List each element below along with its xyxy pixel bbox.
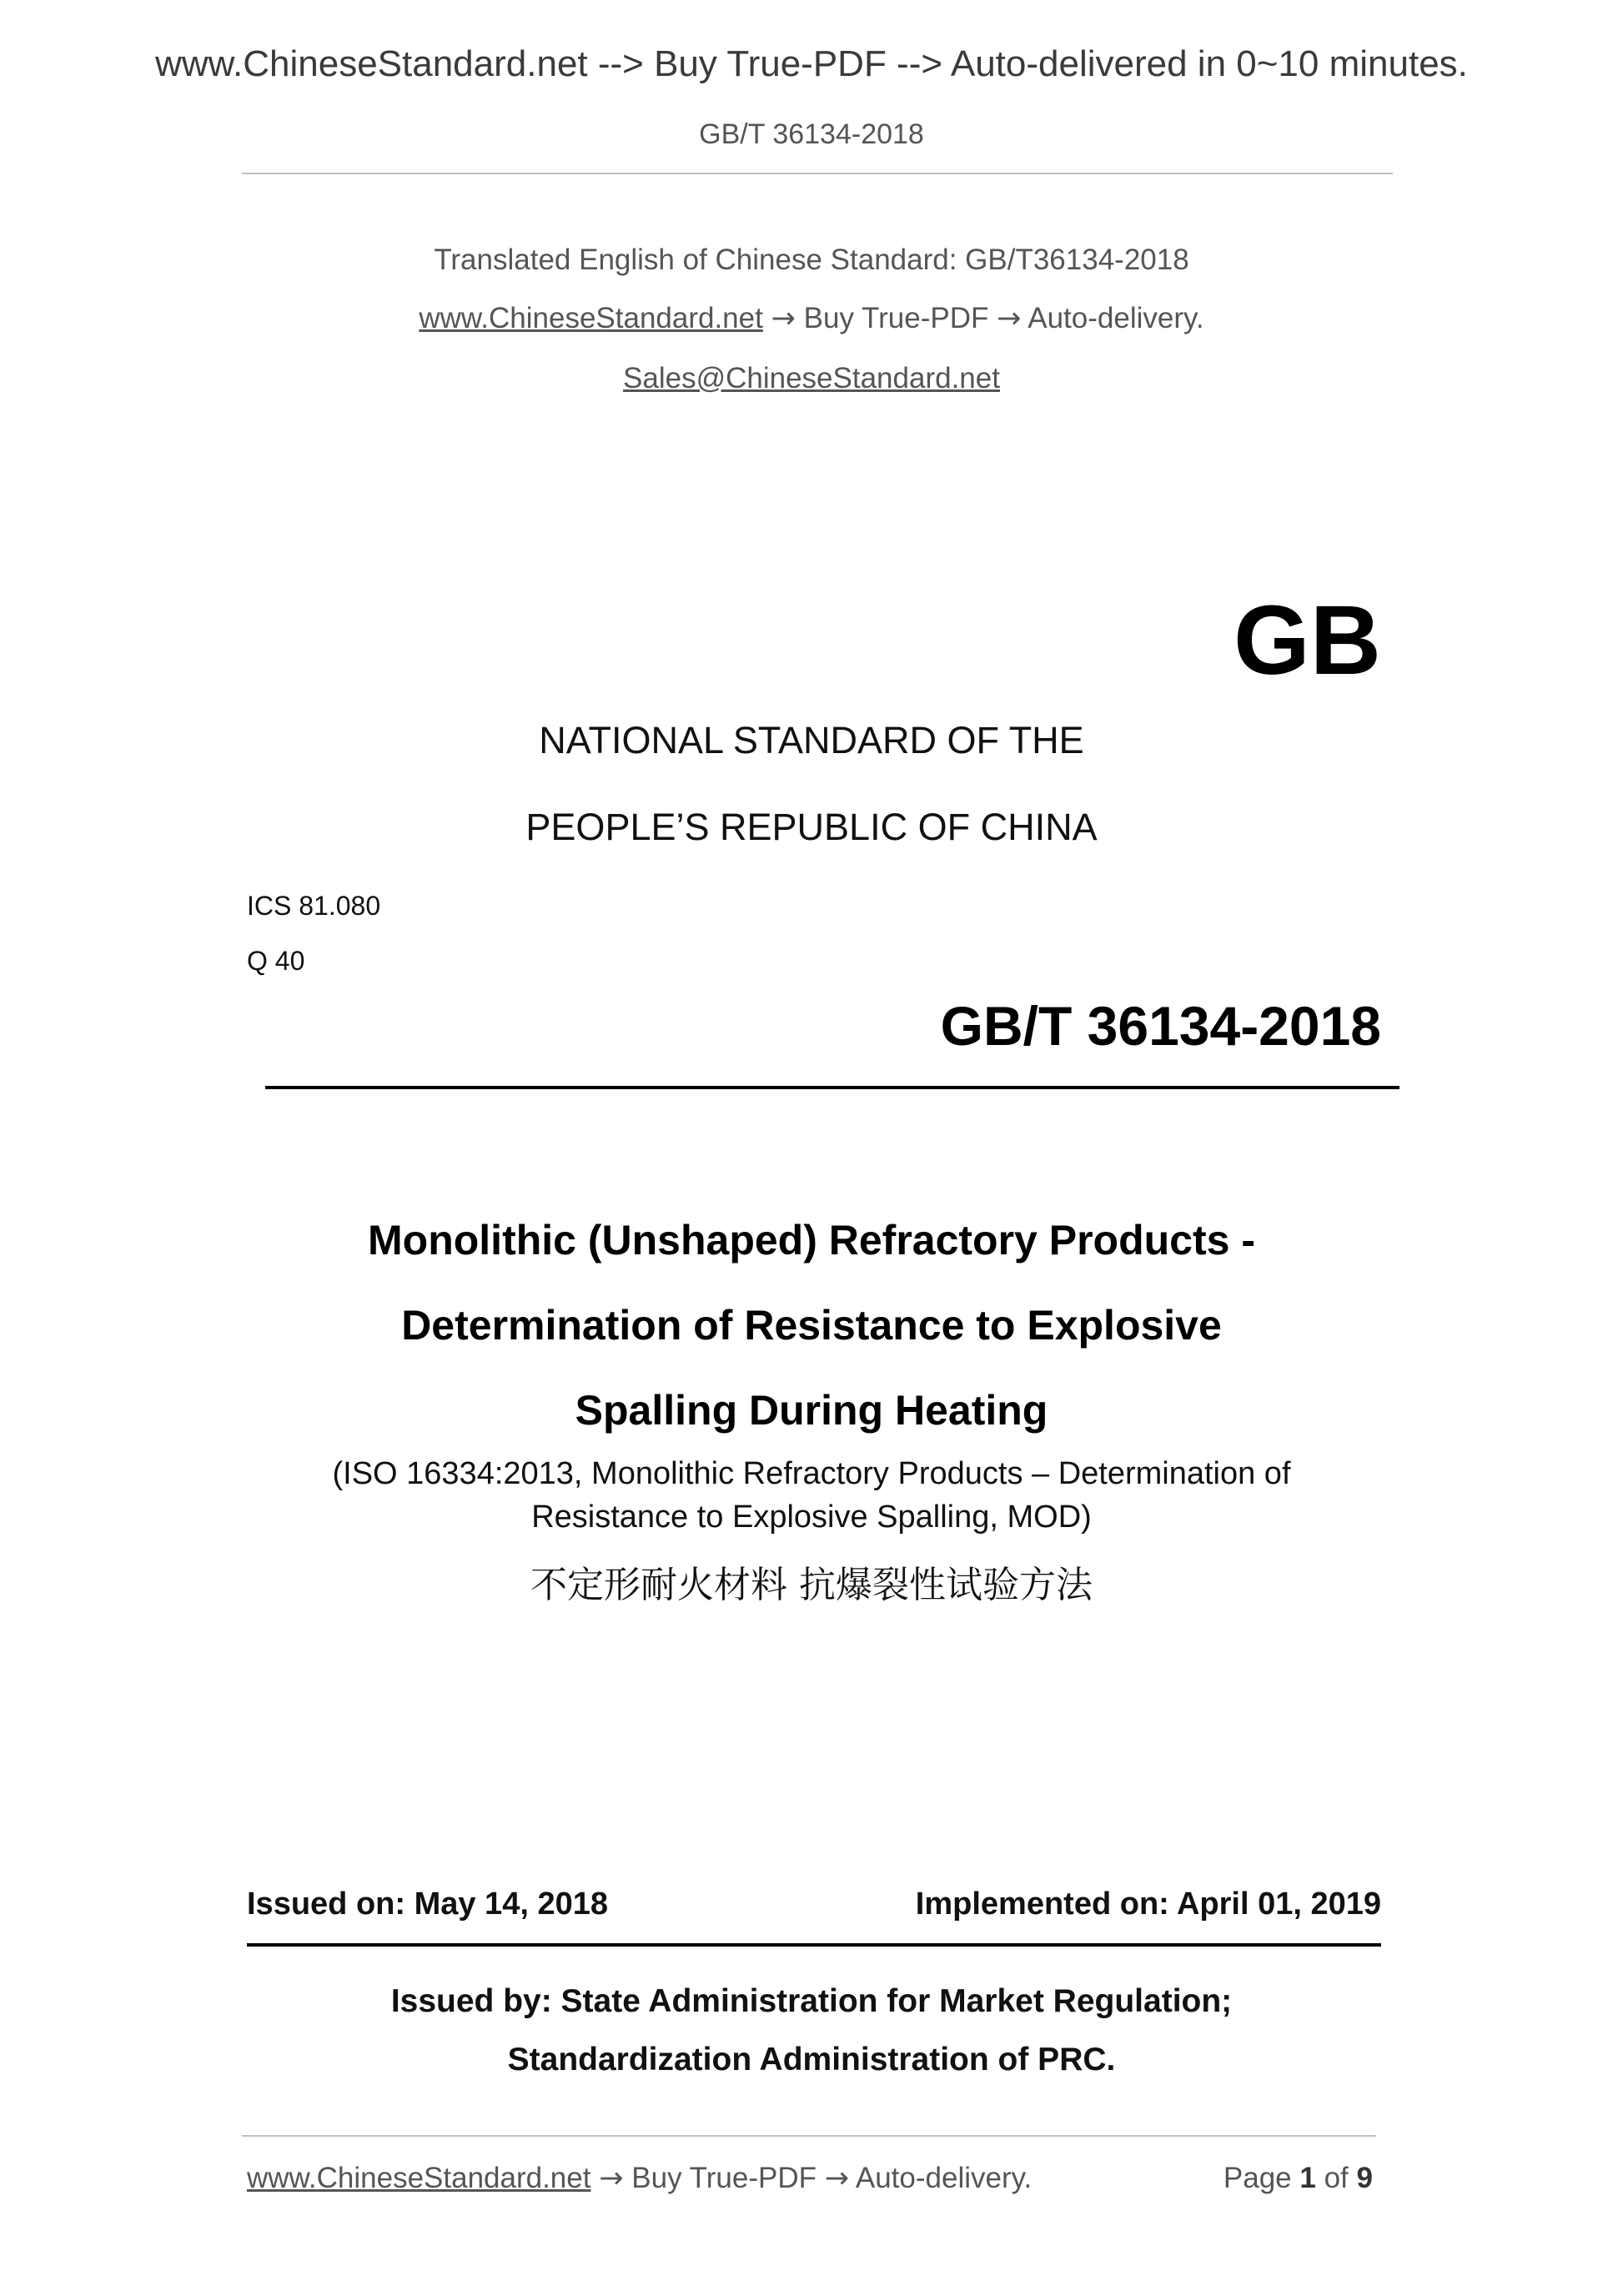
issue-divider <box>247 1943 1381 1947</box>
iso-reference-line-1: (ISO 16334:2013, Monolithic Refractory Products – Determination of <box>332 1456 1291 1491</box>
arrow-right-icon: → <box>771 302 796 335</box>
page-of-label: of <box>1324 2162 1349 2194</box>
issued-on-date: Issued on: May 14, 2018 <box>247 1887 608 1922</box>
footer-site-link[interactable]: www.ChineseStandard.net <box>247 2162 591 2194</box>
header-standard-code: GB/T 36134-2018 <box>699 118 924 150</box>
page-indicator <box>1224 2162 1373 2195</box>
national-standard-country: PEOPLE’S REPUBLIC OF CHINA <box>525 806 1098 848</box>
arrow-right-icon: → <box>997 302 1022 335</box>
gb-logo: GB <box>1234 585 1381 696</box>
arrow-right-icon: → <box>599 2162 624 2195</box>
chinese-title: 不定形耐火材料 抗爆裂性试验方法 <box>530 1564 1093 1606</box>
document-title-line-2: Determination of Resistance to Explosive <box>401 1302 1222 1349</box>
footer-buy-text: Buy True-PDF <box>631 2162 817 2194</box>
document-title-line-3: Spalling During Heating <box>575 1387 1048 1434</box>
standard-number: GB/T 36134-2018 <box>940 995 1381 1057</box>
page-current: 1 <box>1299 2162 1316 2194</box>
top-banner: www.ChineseStandard.net --> Buy True-PDF --> Auto-delivered in 0~10 minutes. <box>155 43 1468 84</box>
standard-number-divider <box>265 1086 1399 1089</box>
page-label: Page <box>1223 2162 1292 2194</box>
iso-reference-line-2: Resistance to Explosive Spalling, MOD) <box>531 1500 1092 1535</box>
footer-purchase-line <box>247 2162 1032 2195</box>
email-line <box>0 362 1623 395</box>
purchase-line <box>0 302 1623 335</box>
page-total: 9 <box>1356 2162 1373 2194</box>
site-link[interactable]: www.ChineseStandard.net <box>419 302 763 334</box>
auto-delivery-text: Auto-delivery. <box>1028 302 1204 334</box>
ccs-code: Q 40 <box>247 946 305 976</box>
issued-by-line-2: Standardization Administration of PRC. <box>507 2042 1116 2077</box>
arrow-right-icon: → <box>824 2162 850 2195</box>
header-divider <box>242 173 1393 174</box>
document-title-line-1: Monolithic (Unshaped) Refractory Products - <box>368 1217 1255 1264</box>
ics-code: ICS 81.080 <box>247 891 381 921</box>
footer-divider <box>242 2135 1376 2137</box>
sales-email-link[interactable]: Sales@ChineseStandard.net <box>623 362 1000 394</box>
issued-by-line-1: Issued by: State Administration for Market Regulation; <box>390 1983 1233 2019</box>
translation-notice: Translated English of Chinese Standard: GB/T36134-2018 <box>434 244 1189 276</box>
implemented-on-date: Implemented on: April 01, 2019 <box>915 1887 1381 1922</box>
national-standard-heading: NATIONAL STANDARD OF THE <box>539 719 1084 761</box>
buy-true-pdf-text: Buy True-PDF <box>803 302 989 334</box>
footer-delivery-text: Auto-delivery. <box>855 2162 1033 2194</box>
